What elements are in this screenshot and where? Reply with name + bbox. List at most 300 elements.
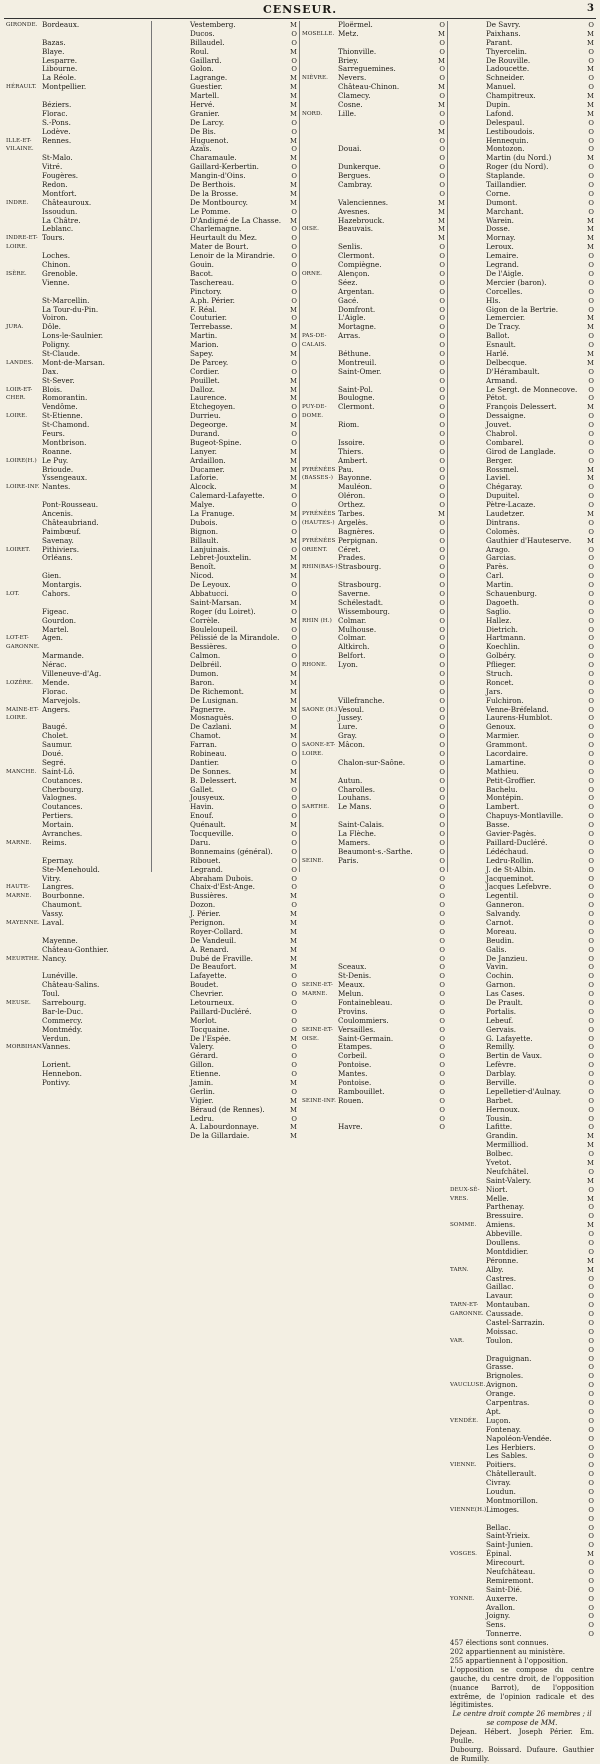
entry-name: Hartmann. xyxy=(486,633,526,643)
list-item xyxy=(450,474,594,483)
vote-mark: O xyxy=(291,750,297,759)
list-item xyxy=(302,937,445,946)
entry-name: Gallet. xyxy=(190,784,215,794)
department-label xyxy=(154,119,190,128)
department-label xyxy=(302,359,338,368)
entry-name: Martin. xyxy=(190,331,218,341)
entry-name: Vavin. xyxy=(486,962,509,972)
vote-mark: O xyxy=(588,1514,594,1523)
department-label xyxy=(154,243,190,252)
department-label: YONNE. xyxy=(450,1595,475,1602)
entry-name: Lefèvre. xyxy=(486,1060,516,1070)
department-label xyxy=(450,803,486,812)
department-label xyxy=(450,350,486,359)
entry-name: Ganneron. xyxy=(486,900,525,910)
vote-mark xyxy=(139,314,149,323)
list-item xyxy=(6,279,149,288)
department-label: LOIRE(H.) xyxy=(6,457,37,464)
list-item xyxy=(154,101,297,110)
list-item xyxy=(450,457,594,466)
entry-name: Nérac. xyxy=(42,660,67,670)
department-label: VENDÉE. xyxy=(450,1417,479,1424)
vote-mark: O xyxy=(291,856,297,865)
list-item xyxy=(302,412,445,421)
department-label: HAUTE- xyxy=(6,884,31,891)
list-item xyxy=(302,83,445,92)
list-item xyxy=(6,448,149,457)
entry-name: Pétot. xyxy=(486,393,508,403)
vote-mark: O xyxy=(291,287,297,296)
vote-mark: O xyxy=(439,527,445,536)
entry-name: Saint-Omer. xyxy=(338,366,382,376)
department-label xyxy=(450,750,486,759)
entry-name: Thyercelin. xyxy=(486,46,527,56)
vote-mark: O xyxy=(588,696,594,705)
department-label: TARN. xyxy=(450,1266,469,1273)
vote-mark xyxy=(139,990,149,999)
entry-name: Montfort. xyxy=(42,188,77,198)
entry-name: Chégaray. xyxy=(486,482,523,492)
page-title: CENSEUR. xyxy=(262,3,338,16)
department-label xyxy=(6,608,42,617)
entry-name: Arras. xyxy=(338,331,361,341)
list-item xyxy=(302,1115,445,1124)
entry-name: Cordier. xyxy=(190,366,220,376)
entry-name: Ploërmel. xyxy=(338,20,373,29)
department-label xyxy=(154,688,190,697)
entry-name: De l'Aigle. xyxy=(486,268,524,278)
list-item xyxy=(6,750,149,759)
vote-mark xyxy=(139,1008,149,1017)
vote-mark xyxy=(139,57,149,66)
list-item xyxy=(302,723,445,732)
entry-name: Vannes. xyxy=(42,1042,71,1052)
vote-mark: O xyxy=(439,723,445,732)
entry-name: Pithiviers. xyxy=(42,544,79,554)
list-item xyxy=(6,314,149,323)
vote-mark: O xyxy=(439,243,445,252)
list-item xyxy=(450,519,594,528)
entry-name: Bagnères. xyxy=(338,526,375,536)
entry-name: St-Etienne. xyxy=(42,411,83,421)
vote-mark: M xyxy=(290,101,297,110)
vote-mark: O xyxy=(439,678,445,687)
entry-name: Saint-Dié. xyxy=(486,1584,523,1594)
vote-mark: O xyxy=(291,998,297,1007)
vote-mark: M xyxy=(290,554,297,563)
vote-mark: O xyxy=(439,1034,445,1043)
paragraph: 202 appartiennent au ministère. xyxy=(450,1648,565,1656)
vote-mark: O xyxy=(439,1025,445,1034)
department-label xyxy=(154,519,190,528)
list-item xyxy=(302,732,445,741)
department-label xyxy=(302,626,338,635)
department-label xyxy=(154,963,190,972)
list-item xyxy=(302,972,445,981)
vote-mark: O xyxy=(588,732,594,741)
vote-mark: O xyxy=(588,1443,594,1452)
entry-name: Montozon. xyxy=(486,144,525,154)
list-item xyxy=(6,474,149,483)
vote-mark: M xyxy=(438,127,445,136)
entry-name: Château-Salins. xyxy=(42,980,100,990)
vote-mark: O xyxy=(588,803,594,812)
entry-name: Dalloz. xyxy=(190,384,216,394)
department-label xyxy=(154,1035,190,1044)
vote-mark: O xyxy=(291,207,297,216)
entry-name: Le Puy. xyxy=(42,455,69,465)
entry-name: Montépin. xyxy=(486,793,524,803)
vote-mark: O xyxy=(588,767,594,776)
vote-mark: O xyxy=(439,341,445,350)
department-label xyxy=(450,190,486,199)
entry-name: Lure. xyxy=(338,722,358,732)
department-label xyxy=(450,243,486,252)
vote-mark: O xyxy=(588,421,594,430)
vote-mark xyxy=(139,377,149,386)
entry-name xyxy=(338,679,435,688)
department-label xyxy=(302,217,338,226)
list-item xyxy=(450,1541,594,1550)
list-item xyxy=(154,297,297,306)
entry-name: Hls. xyxy=(486,295,501,305)
department-label xyxy=(302,599,338,608)
department-label: SAONE (H.) xyxy=(302,706,338,713)
list-item xyxy=(450,634,594,643)
list-item xyxy=(6,457,149,466)
entry-name: Saint-Junien. xyxy=(486,1540,534,1550)
vote-mark xyxy=(139,910,149,919)
vote-mark: O xyxy=(588,1212,594,1221)
entry-name: Ducamer. xyxy=(190,464,225,474)
vote-mark: O xyxy=(439,634,445,643)
list-item xyxy=(6,919,149,928)
department-label xyxy=(302,812,338,821)
entry-name: Marmande. xyxy=(42,651,84,661)
department-label xyxy=(450,341,486,350)
entry-name: Bazas. xyxy=(42,37,66,47)
entry-name: Ancenis. xyxy=(42,508,73,518)
vote-mark: O xyxy=(291,901,297,910)
department-label xyxy=(6,101,42,110)
list-item xyxy=(154,830,297,839)
department-label xyxy=(6,252,42,261)
list-item xyxy=(302,1088,445,1097)
entry-name: Agen. xyxy=(42,633,63,643)
entry-name: Mathieu. xyxy=(486,766,519,776)
vote-mark: O xyxy=(588,554,594,563)
entry-name: Lafond. xyxy=(486,108,514,118)
vote-mark xyxy=(139,626,149,635)
entry-name: Billaudel. xyxy=(190,37,225,47)
entry-name: Wissembourg. xyxy=(338,606,390,616)
department-label xyxy=(450,1043,486,1052)
department-label: SAONE-ET- xyxy=(302,742,336,749)
entry-name: Paixhans. xyxy=(486,28,521,38)
entry-name: Heurtault du Mez. xyxy=(190,233,258,243)
vote-mark: M xyxy=(290,305,297,314)
vote-mark xyxy=(139,128,149,137)
department-label xyxy=(302,377,338,386)
department-label xyxy=(450,1088,486,1097)
entry-name: Céret. xyxy=(338,544,361,554)
department-label xyxy=(450,510,486,519)
department-label xyxy=(154,643,190,652)
entry-name: Chamot. xyxy=(190,731,221,741)
department-label xyxy=(6,39,42,48)
entry-name: Corbeil. xyxy=(338,1051,367,1061)
entry-name: Boulogne. xyxy=(338,393,375,403)
list-item xyxy=(6,679,149,688)
entry-name: Lepelletier-d'Aulnay. xyxy=(486,1086,562,1096)
vote-mark: O xyxy=(439,830,445,839)
vote-mark: M xyxy=(587,92,594,101)
department-label xyxy=(154,786,190,795)
entry-name: Schélestadt. xyxy=(338,597,384,607)
vote-mark: O xyxy=(588,376,594,385)
vote-mark: M xyxy=(290,385,297,394)
department-label xyxy=(302,794,338,803)
department-label xyxy=(154,848,190,857)
entry-name: La Franuge. xyxy=(190,508,235,518)
department-label xyxy=(450,830,486,839)
list-item xyxy=(450,901,594,910)
vote-mark: M xyxy=(290,136,297,145)
vote-mark: M xyxy=(290,349,297,358)
entry-name: Valognes. xyxy=(42,793,77,803)
vote-mark: O xyxy=(588,1390,594,1399)
entry-name: Lons-le-Saulnier. xyxy=(42,331,104,341)
vote-mark: O xyxy=(291,847,297,856)
department-label xyxy=(450,1159,486,1168)
entry-name: Montargis. xyxy=(42,580,82,590)
vote-mark xyxy=(139,537,149,546)
vote-mark: O xyxy=(291,145,297,154)
entry-name: La Châtre. xyxy=(42,215,81,225)
entry-name: Pau. xyxy=(338,464,354,474)
list-item xyxy=(6,670,149,679)
vote-mark xyxy=(139,474,149,483)
department-label xyxy=(450,581,486,590)
department-label: TARN-ET- xyxy=(450,1302,479,1309)
vote-mark: O xyxy=(291,56,297,65)
vote-mark: O xyxy=(439,892,445,901)
department-label: RHIN(BAS-) xyxy=(302,564,338,571)
vote-mark: O xyxy=(291,625,297,634)
vote-mark: O xyxy=(439,963,445,972)
entry-name: Barbet. xyxy=(486,1095,514,1105)
vote-mark xyxy=(139,866,149,875)
list-item xyxy=(154,74,297,83)
list-item xyxy=(450,225,594,234)
department-label xyxy=(450,732,486,741)
vote-mark: M xyxy=(438,101,445,110)
department-label xyxy=(450,439,486,448)
entry-name: Delbréil. xyxy=(190,660,222,670)
department-label xyxy=(450,546,486,555)
department-label xyxy=(6,163,42,172)
list-item xyxy=(450,572,594,581)
vote-mark xyxy=(139,572,149,581)
vote-mark: O xyxy=(588,1630,594,1639)
list-item xyxy=(6,48,149,57)
department-label xyxy=(450,1203,486,1212)
vote-mark: O xyxy=(439,438,445,447)
list-item xyxy=(450,1123,594,1132)
department-label: DOME. xyxy=(302,413,324,420)
department-label: HÉRAULT. xyxy=(6,84,37,91)
vote-mark: O xyxy=(588,714,594,723)
list-item xyxy=(154,83,297,92)
department-label: VILAINE. xyxy=(6,146,34,153)
vote-mark xyxy=(139,999,149,1008)
entry-name: Etampes. xyxy=(338,1042,373,1052)
department-label xyxy=(450,812,486,821)
list-item xyxy=(302,145,445,154)
department-label xyxy=(6,74,42,83)
list-item xyxy=(450,883,594,892)
list-item xyxy=(450,412,594,421)
list-item xyxy=(6,217,149,226)
list-item xyxy=(450,1577,594,1586)
vote-mark: M xyxy=(290,705,297,714)
list-item xyxy=(6,1043,149,1052)
entry-name: Moreau. xyxy=(486,926,517,936)
entry-name: Etchegoyen. xyxy=(190,402,236,412)
list-item xyxy=(450,323,594,332)
entry-name xyxy=(338,875,435,884)
entry-name: J. Périer. xyxy=(190,909,221,919)
entry-name: Yvetot. xyxy=(486,1158,512,1167)
vote-mark xyxy=(139,421,149,430)
department-label: VAUCLUSE. xyxy=(450,1382,486,1389)
entry-name: Lemercier. xyxy=(486,313,526,323)
vote-mark: M xyxy=(290,696,297,705)
entry-name: Martin. xyxy=(486,580,514,590)
department-label xyxy=(450,1586,486,1595)
department-label xyxy=(450,368,486,377)
department-label xyxy=(154,359,190,368)
list-item xyxy=(450,554,594,563)
department-label xyxy=(154,972,190,981)
list-item xyxy=(450,608,594,617)
entry-name: Beudin. xyxy=(486,935,514,945)
entry-name: Hallez. xyxy=(486,615,512,625)
vote-mark xyxy=(139,839,149,848)
entry-name: Gillon. xyxy=(190,1060,214,1070)
list-item xyxy=(6,830,149,839)
column-3 xyxy=(300,20,448,1132)
department-label: GIRONDE. xyxy=(6,22,38,28)
list-item xyxy=(302,928,445,937)
list-item xyxy=(302,181,445,190)
vote-mark: O xyxy=(588,838,594,847)
vote-mark: O xyxy=(588,163,594,172)
entry-name: Florac. xyxy=(42,686,68,696)
department-label xyxy=(302,439,338,448)
department-label xyxy=(450,1257,486,1266)
department-label: GARONNE. xyxy=(450,1311,484,1318)
department-label: MOSELLE. xyxy=(302,30,335,37)
vote-mark: M xyxy=(290,616,297,625)
entry-name: De Larcy. xyxy=(190,117,225,127)
vote-mark: M xyxy=(438,83,445,92)
department-label xyxy=(302,181,338,190)
list-item xyxy=(6,812,149,821)
list-item xyxy=(450,1283,594,1292)
department-label xyxy=(450,1559,486,1568)
entry-name: Pètre-Lacaze. xyxy=(486,500,536,510)
department-label xyxy=(302,430,338,439)
vote-mark: M xyxy=(290,74,297,83)
vote-mark: O xyxy=(439,252,445,261)
vote-mark: M xyxy=(587,1221,594,1230)
entry-name: Melun. xyxy=(338,989,364,999)
department-label xyxy=(154,314,190,323)
entry-name: Marvejols. xyxy=(42,695,81,705)
list-item xyxy=(154,57,297,66)
department-label xyxy=(6,928,42,937)
entry-name: De Cazlani. xyxy=(190,722,232,732)
vote-mark: O xyxy=(588,1123,594,1132)
department-label xyxy=(450,1123,486,1132)
entry-name: Argelès. xyxy=(338,517,369,527)
department-label xyxy=(302,759,338,768)
entry-name: Castel-Sarrazin. xyxy=(486,1318,545,1328)
vote-mark: O xyxy=(588,563,594,572)
vote-mark xyxy=(139,714,149,723)
list-item xyxy=(6,981,149,990)
vote-mark: O xyxy=(439,136,445,145)
entry-name: Orléans. xyxy=(42,553,73,563)
vote-mark xyxy=(139,261,149,270)
entry-name: Senlis. xyxy=(338,242,363,252)
department-label xyxy=(302,937,338,946)
vote-mark: O xyxy=(439,581,445,590)
vote-mark xyxy=(139,661,149,670)
vote-mark xyxy=(139,946,149,955)
list-item xyxy=(302,697,445,706)
entry-name: Roncet. xyxy=(486,677,514,687)
list-item xyxy=(154,670,297,679)
vote-mark xyxy=(139,21,149,30)
department-label xyxy=(302,101,338,110)
entry-name: Genoux. xyxy=(486,722,516,732)
vote-mark: M xyxy=(290,1034,297,1043)
vote-mark: O xyxy=(588,1399,594,1408)
department-label xyxy=(302,172,338,181)
entry-name xyxy=(338,1106,435,1115)
list-item xyxy=(450,546,594,555)
entry-name: Rouen. xyxy=(338,1095,364,1105)
department-label xyxy=(302,1008,338,1017)
vote-mark: O xyxy=(439,856,445,865)
vote-mark: O xyxy=(588,1434,594,1443)
entry-name: Civray. xyxy=(486,1478,511,1488)
list-item xyxy=(154,901,297,910)
entry-name: Laval. xyxy=(42,917,64,927)
entry-name: A.ph. Périer. xyxy=(190,295,235,305)
vote-mark: O xyxy=(291,367,297,376)
vote-mark xyxy=(139,883,149,892)
entry-name: Laurens-Humblot. xyxy=(486,713,553,723)
list-item xyxy=(450,617,594,626)
vote-mark xyxy=(139,670,149,679)
vote-mark: M xyxy=(587,216,594,225)
list-item xyxy=(302,65,445,74)
list-item xyxy=(6,145,149,154)
department-label xyxy=(154,1026,190,1035)
